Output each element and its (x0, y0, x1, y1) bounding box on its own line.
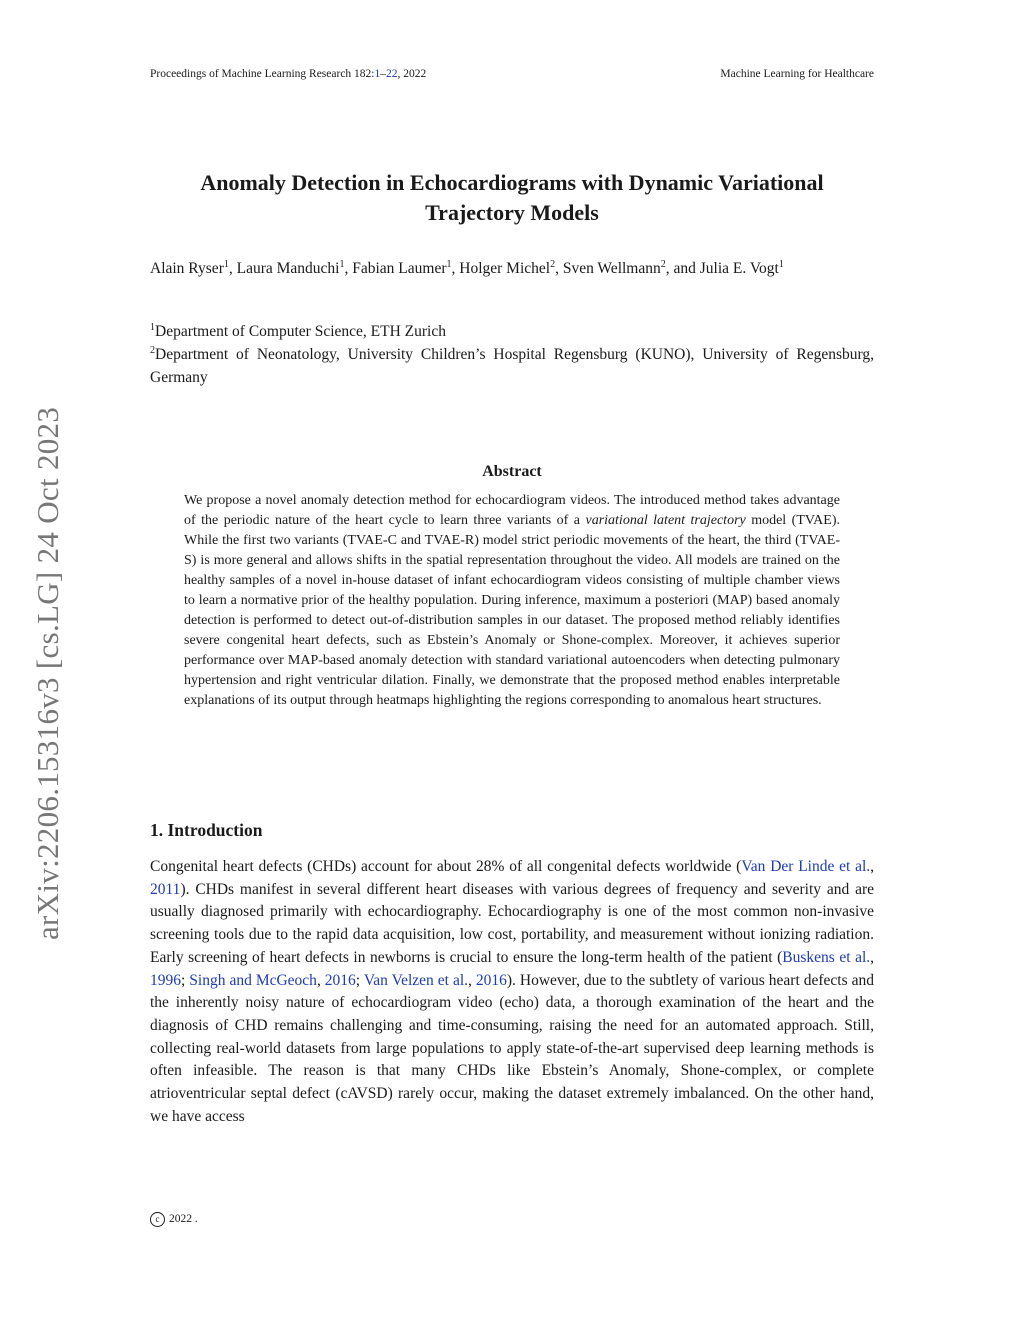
paper-title: Anomaly Detection in Echocardiograms with Dynamic Variational Trajectory Models (200, 170, 824, 225)
last-page-link[interactable]: 22 (386, 68, 398, 80)
author-list: Alain Ryser$^1$, Laura Manduchi$^1$, Fabian Laumer$^1$, Holger Michel$^2$, Sven Wellmann$^2$, and Julia E. Vogt$^1$ (150, 258, 784, 277)
citation-link[interactable]: 2016 (324, 971, 356, 989)
citation-link[interactable]: 2011 (150, 880, 181, 898)
abstract-heading: Abstract (482, 463, 542, 480)
affiliation: $^1$Department of Computer Science, ETH Zurich (150, 321, 446, 340)
arxiv-stamp: arXiv:2206.15316v3 [cs.LG] 24 Oct 2023 (30, 406, 65, 940)
citation-link[interactable]: Van Velzen et al. (363, 971, 468, 989)
author: Holger Michel (459, 260, 551, 277)
affiliations (150, 320, 874, 389)
author: Julia E. Vogt (699, 260, 779, 277)
author: Fabian Laumer (352, 260, 447, 277)
author: Laura Manduchi (236, 260, 340, 277)
author: Sven Wellmann (562, 260, 661, 277)
copyright-icon: c (150, 1212, 165, 1227)
affiliation: $^2$Department of Neonatology, University Children’s Hospital Regensburg (KUNO), University of Regensburg, Germany (150, 344, 874, 386)
citation-link[interactable]: Buskens et al. (782, 948, 871, 966)
citation-link[interactable]: 2016 (475, 971, 507, 989)
running-header-left: Proceedings of Machine Learning Research 182:1–22, 2022 (150, 68, 427, 80)
abstract-body: We propose a novel anomaly detection method for echocardiogram videos. The introduced method takes advantage of the periodic nature of the heart cycle to learn three variants of a variational latent trajectory model (TVAE). While the first two variants (TVAE-C and TVAE-R) model strict periodic movements of the heart, the third (TVAE-S) is more general and allows shifts in the spatial representation throughout the video. All models are trained on the healthy samples of a novel in-house dataset of infant echocardiogram videos consisting of multiple chamber views to learn a normative prior of the healthy population. During inference, maximum a posteriori (MAP) based anomaly detection is performed to detect out-of-distribution samples in our dataset. The proposed method reliably identifies severe congenital heart defects, such as Ebstein’s Anomaly or Shone-complex. Moreover, it achieves superior performance over MAP-based anomaly detection with standard variational autoencoders when detecting pulmonary hypertension and right ventricular dilation. Finally, we demonstrate that the proposed method enables interpretable explanations of its output through heatmaps highlighting the regions corresponding to anomalous heart structures. (184, 493, 841, 708)
citation-link[interactable]: 1996 (150, 971, 181, 989)
copyright-footer: c 2022 . (150, 1212, 198, 1227)
first-page-link[interactable]: 1 (374, 68, 381, 80)
citation-link[interactable]: Van Der Linde et al. (741, 858, 871, 875)
running-header-right: Machine Learning for Healthcare (720, 68, 874, 80)
section-heading-introduction: 1. Introduction (150, 820, 263, 840)
citation-link[interactable]: Singh and McGeoch (189, 971, 317, 989)
introduction-body: Congenital heart defects (CHDs) account for about 28% of all congenital defects worldwide (Van Der Linde et al., 2011). CHDs manifest in several different heart diseases with various degrees of frequency and severity and are usually diagnosed primarily with echocardiography. Echocardiography is one of the most common non-invasive screening tools due to the rapid data acquisition, low cost, portability, and measurement without ionizing radiation. Early screening of heart defects in newborns is crucial to ensure the long-term health of the patient (Buskens et al., 1996; Singh and McGeoch, 2016; Van Velzen et al., 2016). However, due to the subtlety of various heart defects and the inherently noisy nature of echocardiogram video (echo) data, a thorough examination of the heart and the diagnosis of CHD remains challenging and time-consuming, raising the need for an automated approach. Still, collecting real-world datasets from large populations to apply state-of-the-art supervised deep learning methods is often infeasible. The reason is that many CHDs like Ebstein’s Anomaly, Shone-complex, or complete atrioventricular septal defect (cAVSD) rarely occur, making the dataset extremely imbalanced. On the other hand, we have access (150, 858, 875, 1125)
author: Alain Ryser (150, 260, 224, 277)
